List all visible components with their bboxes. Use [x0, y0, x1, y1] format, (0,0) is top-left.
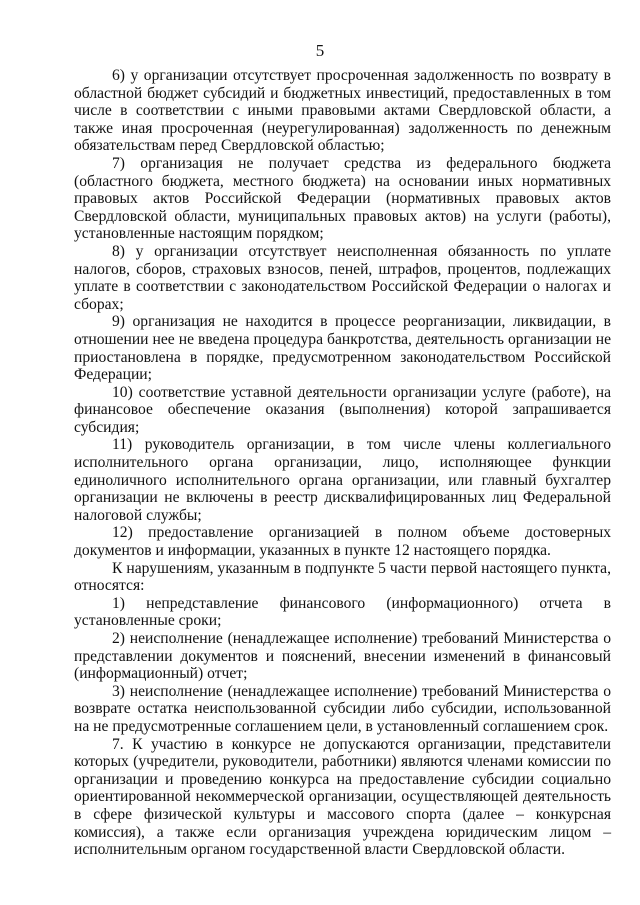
paragraph-item-6: 6) у организации отсутствует просроченная задолженность по возврату в областной бюджет субсидий и бюджетных инвестиций, предоставленных в том числе в соответствии с иными правовыми актами Свердловской области, а также иная просроченная (неурегулированная) задолженность по денежным обязательствам перед Свердловской областью;: [74, 67, 611, 155]
page-number: 5: [315, 41, 325, 60]
document-body: [74, 67, 611, 859]
violation-item-2: 2) неисполнение (ненадлежащее исполнение) требований Министерства о представлении документов и пояснений, внесении изменений в финансовый (информационный) отчет;: [74, 630, 611, 683]
paragraph-item-10: 10) соответствие уставной деятельности организации услуге (работе), на финансовое обеспечение оказания (выполнения) которой запрашивается субсидия;: [74, 383, 611, 436]
violation-item-1: 1) непредставление финансового (информационного) отчета в установленные сроки;: [74, 594, 611, 630]
violations-intro: К нарушениям, указанным в подпункте 5 части первой настоящего пункта, относятся:: [74, 559, 611, 595]
clause-7: 7. К участию в конкурсе не допускаются организации, представители которых (учредители, руководители, работники) являются членами комиссии по организации и проведению конкурса на предоставление субсидии социально ориентированной некоммерческой организации, осуществляющей деятельность в сфере физической культуры и массового спорта (далее – конкурсная комиссия), а также если организация учреждена юридическим лицом – исполнительным органом государственной власти Свердловской области.: [74, 735, 611, 859]
paragraph-item-8: 8) у организации отсутствует неисполненная обязанность по уплате налогов, сборов, страховых взносов, пеней, штрафов, процентов, подлежащих уплате в соответствии с законодательством Российской Федерации о налогах и сборах;: [74, 242, 611, 313]
violation-item-3: 3) неисполнение (ненадлежащее исполнение) требований Министерства о возврате остатка неиспользованной субсидии либо субсидии, использованной на не предусмотренные соглашением цели, в установленный соглашением срок.: [74, 682, 611, 735]
paragraph-item-7: 7) организация не получает средства из федерального бюджета (областного бюджета, местного бюджета) на основании иных нормативных правовых актов Российской Федерации (нормативных правовых актов Свердловской области, муниципальных правовых актов) на услуги (работы), установленные настоящим порядком;: [74, 154, 611, 243]
paragraph-item-9: 9) организация не находится в процессе реорганизации, ликвидации, в отношении нее не введена процедура банкротства, деятельность организации не приостановлена в порядке, предусмотренном законодательством Российской Федерации;: [74, 313, 611, 384]
paragraph-item-11: 11) руководитель организации, в том числе члены коллегиального исполнительного органа организации, лицо, исполняющее функции единоличного исполнительного органа организации, или главный бухгалтер организации не включены в реестр дисквалифицированных лиц Федеральной налоговой службы;: [74, 436, 611, 524]
paragraph-item-12: 12) предоставление организацией в полном объеме достоверных документов и информации, указанных в пункте 12 настоящего порядка.: [74, 524, 611, 560]
